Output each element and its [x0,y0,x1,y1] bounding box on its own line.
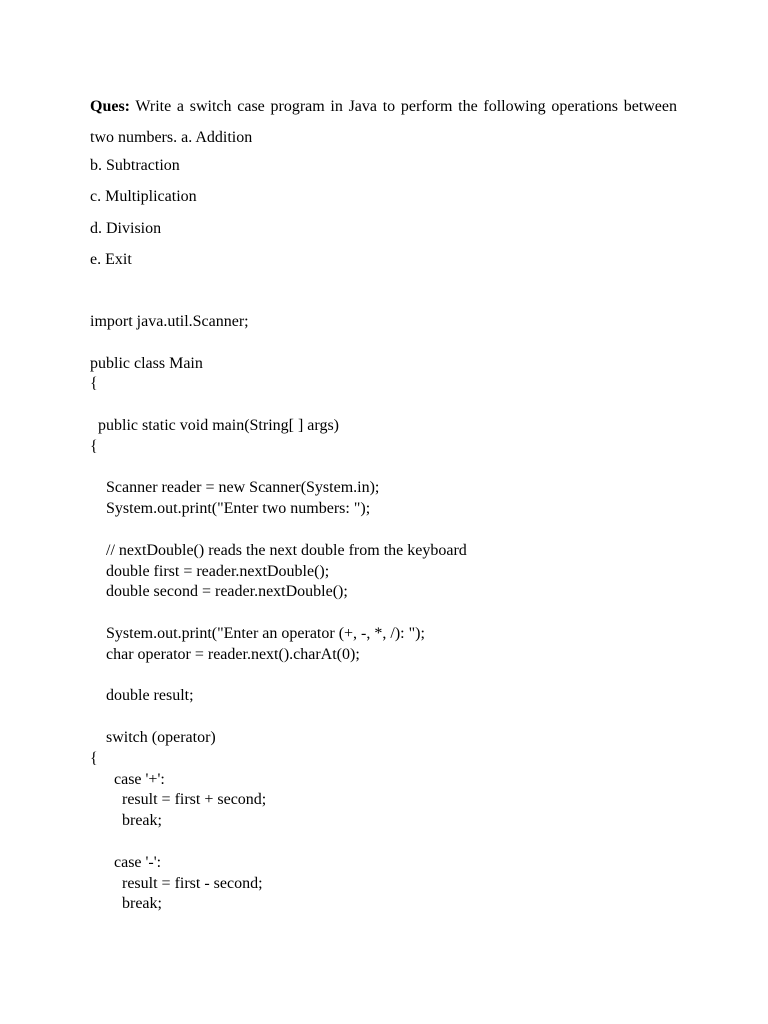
code-line [90,666,467,687]
option-e: e. Exit [90,251,132,268]
code-line: { [90,437,98,455]
option-c: c. Multiplication [90,188,197,205]
code-line [90,520,467,541]
code-line: public static void main(String[ ] args) [90,416,339,434]
code-line: // nextDouble() reads the next double from the keyboard [90,541,467,559]
code-line: switch (operator) [90,728,216,746]
code-line: import java.util.Scanner; [90,313,249,330]
code-line [90,458,467,479]
question-label: Ques: [90,98,130,115]
code-line: { [90,375,98,393]
code-line [90,395,467,416]
code-line: break; [90,895,162,913]
code-line [90,832,467,853]
code-line [90,333,467,354]
code-line: double first = reader.nextDouble(); [90,562,330,580]
code-line [90,707,467,728]
option-b: b. Subtraction [90,157,180,174]
code-line: case '-': [90,853,162,871]
code-line: break; [90,812,162,830]
code-line: double result; [90,687,194,705]
code-line: { [90,749,98,767]
code-line: result = first + second; [90,791,267,809]
code-block [90,312,467,915]
code-line: double second = reader.nextDouble(); [90,583,348,601]
code-line: case '+': [90,770,165,788]
option-d: d. Division [90,220,162,237]
code-line [90,603,467,624]
question-paragraph [90,91,677,153]
code-line: public class Main [90,354,203,372]
code-line: Scanner reader = new Scanner(System.in); [90,479,380,497]
code-line: result = first - second; [90,874,263,892]
code-line: char operator = reader.next().charAt(0); [90,645,360,663]
code-line: System.out.print("Enter two numbers: "); [90,500,371,518]
code-line: System.out.print("Enter an operator (+, -, *, /): "); [90,624,425,642]
question-text: Write a switch case program in Java to perform the following operations between two numbers. a. Addition [90,98,677,146]
